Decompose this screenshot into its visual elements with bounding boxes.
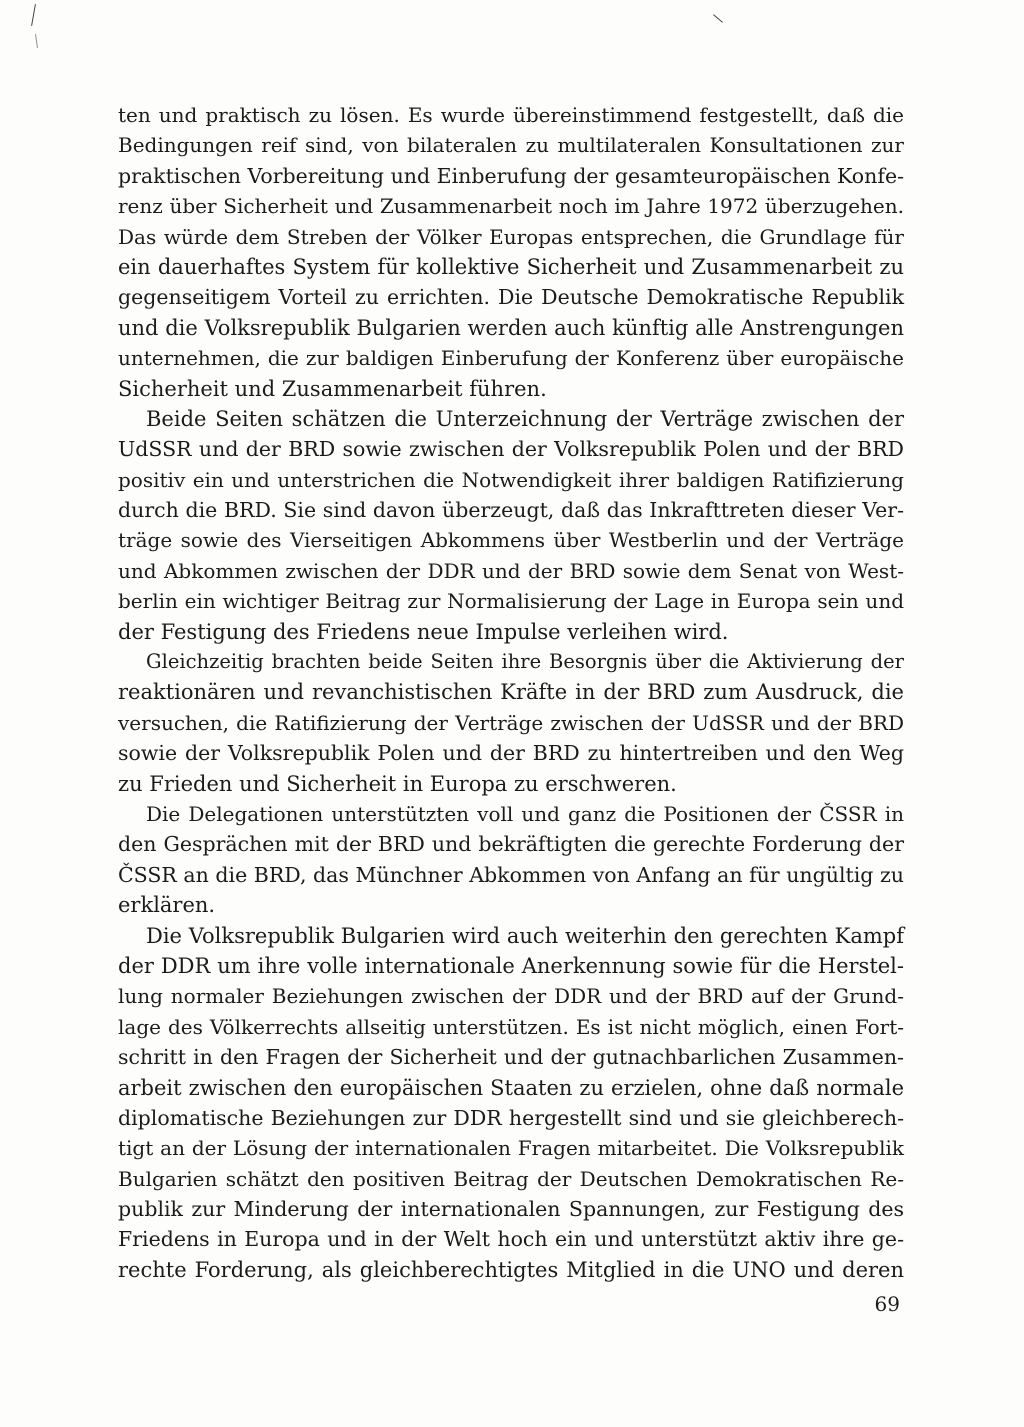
text-line: Bedingungen reif sind, von bilateralen zu multilateralen Konsultationen zur	[118, 133, 904, 158]
text-line: praktischen Vorbereitung und Einberufung der gesamteuropäischen Konfe-	[118, 163, 904, 188]
text-line: tigt an der Lösung der internationalen Fragen mitarbeitet. Die Volksrepublik	[118, 1136, 904, 1161]
text-line: arbeit zwischen den europäischen Staaten zu erzielen, ohne daß normale	[118, 1075, 904, 1100]
text-line: rechte Forderung, als gleichberechtigtes Mitglied in die UNO und deren	[118, 1257, 904, 1282]
text-line: Beide Seiten schätzen die Unterzeichnung der Verträge zwischen der	[146, 406, 904, 431]
scan-mark	[713, 14, 723, 22]
text-line: schritt in den Fragen der Sicherheit und der gutnachbarlichen Zusammen-	[118, 1045, 904, 1070]
page-number: 69	[874, 1292, 900, 1316]
text-line: träge sowie des Vierseitigen Abkommens über Westberlin und der Verträge	[118, 528, 904, 553]
text-line: den Gesprächen mit der BRD und bekräftigten die gerechte Forderung der	[118, 832, 904, 857]
text-line: zu Frieden und Sicherheit in Europa zu erschweren.	[118, 771, 677, 796]
text-line: unternehmen, die zur baldigen Einberufung der Konferenz über europäische	[118, 346, 904, 371]
text-line: Sicherheit und Zusammenarbeit führen.	[118, 376, 547, 401]
text-line: berlin ein wichtiger Beitrag zur Normalisierung der Lage in Europa sein und	[118, 589, 904, 614]
text-line: lage des Völkerrechts allseitig unterstützen. Es ist nicht möglich, einen Fort-	[118, 1014, 904, 1039]
text-line: Das würde dem Streben der Völker Europas entsprechen, die Grundlage für	[118, 224, 904, 249]
text-line: gegenseitigem Vorteil zu errichten. Die Deutsche Demokratische Republik	[118, 285, 904, 310]
text-line: Die Volksrepublik Bulgarien wird auch weiterhin den gerechten Kampf	[146, 923, 904, 948]
text-line: publik zur Minderung der internationalen Spannungen, zur Festigung des	[118, 1197, 904, 1222]
text-line: Gleichzeitig brachten beide Seiten ihre Besorgnis über die Aktivierung der	[146, 650, 904, 674]
text-line: ein dauerhaftes System für kollektive Sicherheit und Zusammenarbeit zu	[118, 254, 904, 279]
body-text	[118, 100, 904, 1285]
text-line: durch die BRD. Sie sind davon überzeugt, daß das Inkrafttreten dieser Ver-	[118, 498, 904, 523]
scan-mark	[31, 4, 36, 26]
text-line: Bulgarien schätzt den positiven Beitrag der Deutschen Demokratischen Re-	[118, 1166, 904, 1191]
text-line: ČSSR an die BRD, das Münchner Abkommen von Anfang an für ungültig zu	[118, 862, 904, 887]
text-line: reaktionären und revanchistischen Kräfte in der BRD zum Ausdruck, die	[118, 680, 904, 705]
text-line: UdSSR und der BRD sowie zwischen der Volksrepublik Polen und der BRD	[118, 437, 904, 462]
text-line: und Abkommen zwischen der DDR und der BRD sowie dem Senat von West-	[118, 558, 904, 583]
text-line: ten und praktisch zu lösen. Es wurde übereinstimmend festgestellt, daß die	[118, 103, 904, 127]
text-line: erklären.	[118, 893, 216, 918]
text-line: der Festigung des Friedens neue Impulse verleihen wird.	[118, 619, 729, 644]
text-line: versuchen, die Ratifizierung der Verträge zwischen der UdSSR und der BRD	[118, 710, 904, 735]
text-line: und die Volksrepublik Bulgarien werden auch künftig alle Anstrengungen	[118, 315, 904, 340]
text-line: Friedens in Europa und in der Welt hoch ein und unterstützt aktiv ihre ge-	[118, 1227, 904, 1252]
text-line: der DDR um ihre volle internationale Anerkennung sowie für die Herstel-	[118, 953, 904, 978]
text-line: diplomatische Beziehungen zur DDR hergestellt sind und sie gleichberech-	[118, 1105, 904, 1130]
text-line: positiv ein und unterstrichen die Notwendigkeit ihrer baldigen Ratifizierung	[118, 467, 904, 492]
scan-mark	[35, 34, 38, 48]
text-line: sowie der Volksrepublik Polen und der BRD zu hintertreiben und den Weg	[118, 741, 904, 766]
text-line: renz über Sicherheit und Zusammenarbeit noch im Jahre 1972 überzugehen.	[118, 194, 904, 219]
text-line: Die Delegationen unterstützten voll und ganz die Positionen der ČSSR in	[146, 801, 904, 826]
text-line: lung normaler Beziehungen zwischen der DDR und der BRD auf der Grund-	[118, 984, 904, 1009]
